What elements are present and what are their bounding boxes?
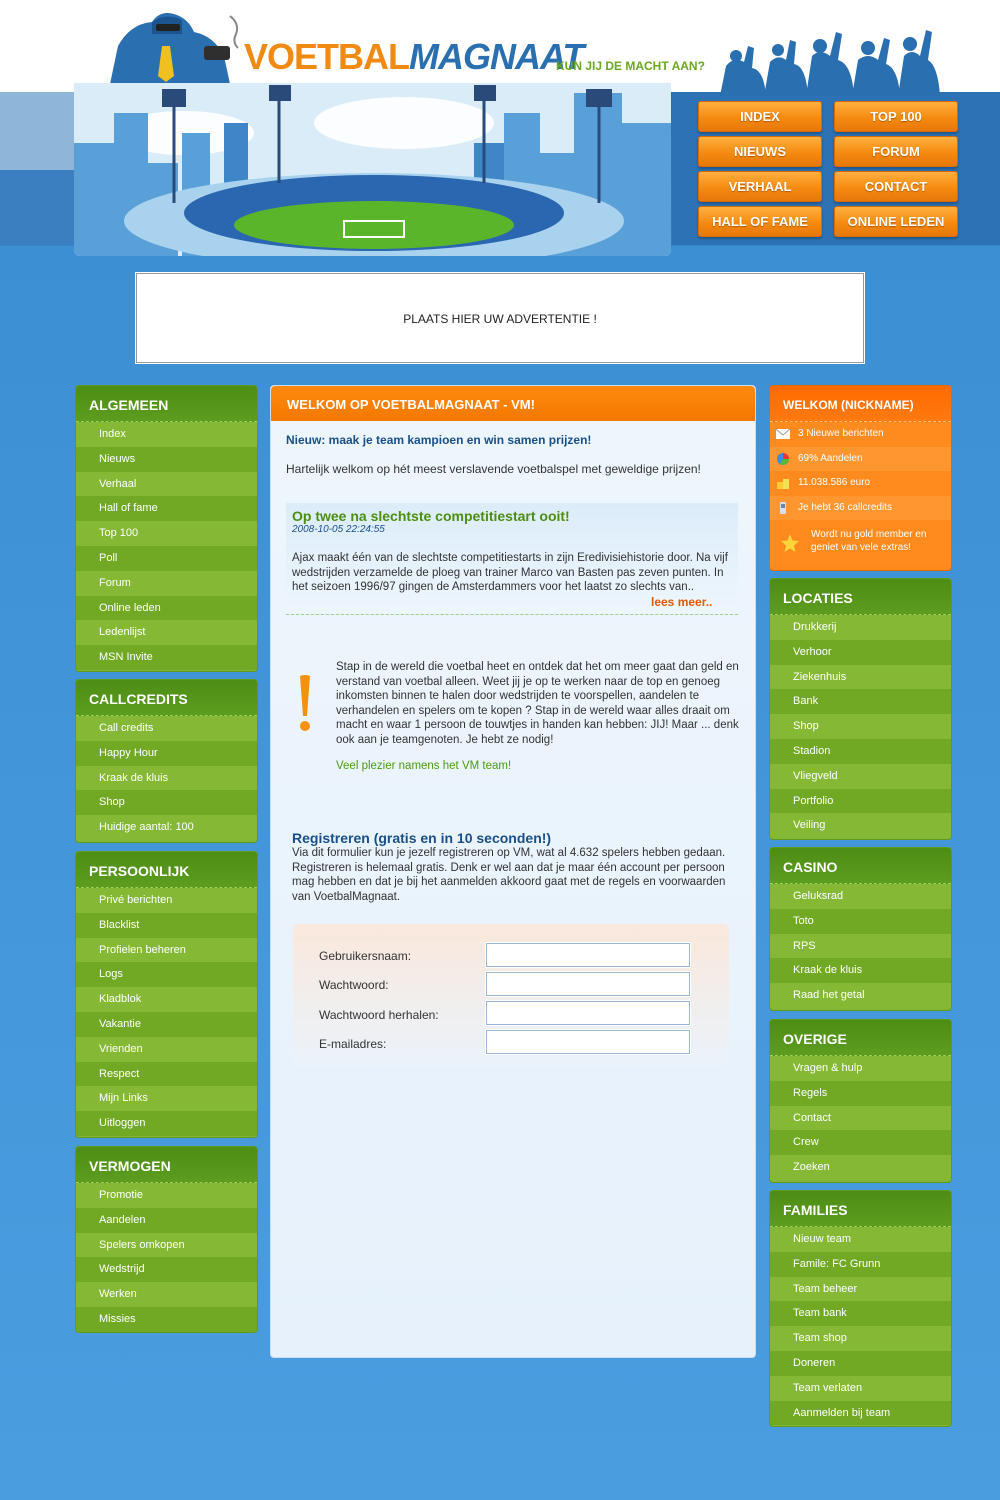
menu-item[interactable]: Vrienden (76, 1037, 257, 1062)
mail-icon (776, 428, 790, 440)
menu-item[interactable]: Doneren (770, 1351, 951, 1376)
menu-item[interactable]: Ledenlijst (76, 620, 257, 645)
menu-item[interactable]: Vliegveld (770, 764, 951, 789)
news-item (286, 503, 738, 615)
callcredits-count: Huidige aantal: 100 (76, 815, 257, 840)
menu-item[interactable]: Team verlaten (770, 1376, 951, 1401)
pie-chart-icon (776, 453, 790, 465)
page-title: WELKOM OP VOETBALMAGNAAT - VM! (271, 386, 755, 421)
menu-item[interactable]: Zoeken (770, 1155, 951, 1180)
username-input[interactable] (486, 943, 690, 967)
menu-title: LOCATIES (770, 579, 951, 615)
menu-item[interactable]: Kraak de kluis (770, 958, 951, 983)
menu-locaties (769, 578, 952, 840)
news-title[interactable]: Op twee na slechtste competitiestart ooit! (292, 508, 570, 524)
email-input[interactable] (486, 1030, 690, 1054)
tagline: KUN JIJ DE MACHT AAN? (556, 59, 705, 73)
menu-item[interactable]: Portfolio (770, 789, 951, 814)
menu-title: ALGEMEEN (76, 386, 257, 422)
menu-item[interactable]: Veiling (770, 813, 951, 838)
menu-item[interactable]: Contact (770, 1106, 951, 1131)
menu-title: CASINO (770, 848, 951, 884)
news-date: 2008-10-05 22:24:55 (292, 524, 385, 535)
menu-item[interactable]: Shop (76, 790, 257, 815)
register-title: Registreren (gratis en in 10 seconden!) (292, 830, 552, 846)
stadium-illustration-icon (74, 83, 671, 256)
intro-text: Hartelijk welkom op hét meest verslavende voetbalspel met geweldige prijzen! (286, 462, 701, 476)
read-more-link[interactable]: lees meer.. (651, 595, 713, 609)
menu-overige (769, 1019, 952, 1183)
menu-item[interactable]: Team beheer (770, 1277, 951, 1302)
callcredits-row[interactable] (770, 496, 951, 521)
menu-item[interactable]: Hall of fame (76, 496, 257, 521)
password-label: Wachtwoord: (319, 978, 389, 992)
menu-item[interactable]: Logs (76, 962, 257, 987)
gorilla-mascot-icon (90, 6, 240, 84)
menu-item[interactable]: Missies (76, 1307, 257, 1332)
messages-text: 3 Nieuwe berichten (798, 428, 884, 439)
menu-item[interactable]: Aanmelden bij team (770, 1401, 951, 1426)
coins-icon (776, 477, 790, 489)
menu-algemeen (75, 385, 258, 672)
menu-item[interactable]: Drukkerij (770, 615, 951, 640)
menu-item[interactable]: Privé berichten (76, 888, 257, 913)
menu-item[interactable]: Verhaal (76, 472, 257, 497)
nav-verhaal-button[interactable]: VERHAAL (698, 171, 822, 202)
menu-item[interactable]: Mijn Links (76, 1086, 257, 1111)
menu-item[interactable]: Ziekenhuis (770, 665, 951, 690)
menu-item[interactable]: Promotie (76, 1183, 257, 1208)
exclamation-icon (296, 674, 314, 734)
logo-word-1: VOETBAL (244, 36, 410, 77)
menu-item[interactable]: Shop (770, 714, 951, 739)
news-headline: Nieuw: maak je team kampioen en win samen prijzen! (286, 433, 592, 447)
menu-item[interactable]: Stadion (770, 739, 951, 764)
nav-contact-button[interactable]: CONTACT (834, 171, 958, 202)
menu-item[interactable]: Regels (770, 1081, 951, 1106)
signature-text: Veel plezier namens het VM team! (336, 760, 512, 772)
password-repeat-label: Wachtwoord herhalen: (319, 1008, 439, 1022)
star-icon (781, 534, 799, 552)
menu-item[interactable]: Vragen & hulp (770, 1056, 951, 1081)
register-form (293, 924, 729, 1067)
nav-online-leden-button[interactable]: ONLINE LEDEN (834, 206, 958, 237)
callcredits-text: Je hebt 36 callcredits (798, 501, 892, 513)
menu-item[interactable]: Raad het getal (770, 983, 951, 1008)
money-row[interactable] (770, 471, 951, 496)
nav-hall-of-fame-button[interactable]: HALL OF FAME (698, 206, 822, 237)
menu-title: OVERIGE (770, 1020, 951, 1056)
header-band (0, 170, 74, 245)
phone-icon (776, 502, 790, 514)
shares-text: 69% Aandelen (798, 452, 863, 464)
menu-item[interactable]: Aandelen (76, 1208, 257, 1233)
nav-forum-button[interactable]: FORUM (834, 136, 958, 167)
email-label: E-mailadres: (319, 1037, 387, 1051)
nav-nieuws-button[interactable]: NIEUWS (698, 136, 822, 167)
menu-item[interactable]: Kraak de kluis (76, 766, 257, 791)
password-input[interactable] (486, 972, 690, 996)
user-welcome-title: WELKOM (NICKNAME) (770, 386, 951, 422)
header-band (0, 92, 74, 170)
stadium-banner (74, 83, 671, 256)
menu-item[interactable]: Profielen beheren (76, 938, 257, 963)
register-text: Via dit formulier kun je jezelf registreren op VM, wat al 4.632 spelers hebben gedaan. Registreren is helemaal gratis. Denk er wel aan dat je maar één account per persoon mag hebben en dat je bij het aanmelden akkoord gaat met de regels en voorwaarden van VoetbalMagnaat. (292, 847, 726, 903)
menu-item[interactable]: Nieuw team (770, 1227, 951, 1252)
menu-item[interactable]: Famile: FC Grunn (770, 1252, 951, 1277)
gold-member-text: Wordt nu gold member en geniet van vele extras! (811, 529, 927, 554)
menu-item[interactable]: Vakantie (76, 1012, 257, 1037)
menu-item[interactable]: Spelers omkopen (76, 1233, 257, 1258)
menu-casino (769, 847, 952, 1011)
menu-persoonlijk (75, 851, 258, 1138)
money-text: 11.038.586 euro (798, 477, 871, 489)
menu-item[interactable]: Call credits (76, 716, 257, 741)
site-logo[interactable] (244, 36, 583, 78)
menu-item[interactable]: Uitloggen (76, 1111, 257, 1136)
menu-item[interactable]: Werken (76, 1282, 257, 1307)
menu-item[interactable]: Happy Hour (76, 741, 257, 766)
gold-member-promo[interactable] (770, 520, 951, 564)
logo-word-2: MAGNAAT (409, 36, 584, 77)
site-header (86, 0, 716, 85)
menu-item[interactable]: Kladblok (76, 987, 257, 1012)
news-body: Ajax maakt één van de slechtste competitiestarts in zijn Eredivisiehistorie door. Na vijf wedstrijden verzamelde de ploeg van trainer Marco van Basten pas zeven punten. In het seizoen 1996/97 gingen de Amsterdammers voor het laatst zo slechts van.. (292, 552, 728, 593)
fans-silhouette-icon (720, 26, 940, 96)
menu-callcredits (75, 679, 258, 843)
menu-item[interactable]: Team bank (770, 1301, 951, 1326)
password-repeat-input[interactable] (486, 1001, 690, 1025)
menu-item[interactable]: MSN Invite (76, 645, 257, 670)
menu-item[interactable]: Forum (76, 571, 257, 596)
menu-item[interactable]: Team shop (770, 1326, 951, 1351)
menu-title: FAMILIES (770, 1191, 951, 1227)
menu-item[interactable]: Respect (76, 1062, 257, 1087)
main-content (270, 385, 756, 1358)
menu-item[interactable]: Poll (76, 546, 257, 571)
menu-item[interactable]: Top 100 (76, 521, 257, 546)
menu-title: VERMOGEN (76, 1147, 257, 1183)
messages-row[interactable] (770, 422, 951, 447)
menu-item[interactable]: Verhoor (770, 640, 951, 665)
username-label: Gebruikersnaam: (319, 949, 412, 963)
menu-vermogen (75, 1146, 258, 1333)
nav-index-button[interactable]: INDEX (698, 101, 822, 132)
story-text: Stap in de wereld die voetbal heet en ontdek dat het om meer gaat dan geld en verstand van voetbal alleen. Weet jij je op te werken naar de top en genoeg inkomsten binnen te halen door wedstrijden te voorspellen, aandelen te verhandelen en spelers om te kopen ? Stap in de wereld waar alles draait om macht en waar 1 persoon de touwtjes in handen kan hebben: JIJ! Maar ... denk ook aan je teamgenoten. Je hebt ze nodig! (336, 661, 739, 746)
menu-item[interactable]: Bank (770, 689, 951, 714)
menu-item[interactable]: Nieuws (76, 447, 257, 472)
shares-row[interactable] (770, 447, 951, 472)
menu-item[interactable]: Online leden (76, 596, 257, 621)
menu-item[interactable]: Toto (770, 909, 951, 934)
menu-title: CALLCREDITS (76, 680, 257, 716)
nav-top100-button[interactable]: TOP 100 (834, 101, 958, 132)
ad-banner[interactable]: PLAATS HIER UW ADVERTENTIE ! (136, 273, 864, 363)
menu-item[interactable]: RPS (770, 934, 951, 959)
menu-title: PERSOONLIJK (76, 852, 257, 888)
menu-item[interactable]: Index (76, 422, 257, 447)
menu-item[interactable]: Geluksrad (770, 884, 951, 909)
menu-item[interactable]: Blacklist (76, 913, 257, 938)
user-welcome-panel (769, 385, 952, 571)
menu-item[interactable]: Crew (770, 1130, 951, 1155)
menu-item[interactable]: Wedstrijd (76, 1257, 257, 1282)
menu-families (769, 1190, 952, 1427)
